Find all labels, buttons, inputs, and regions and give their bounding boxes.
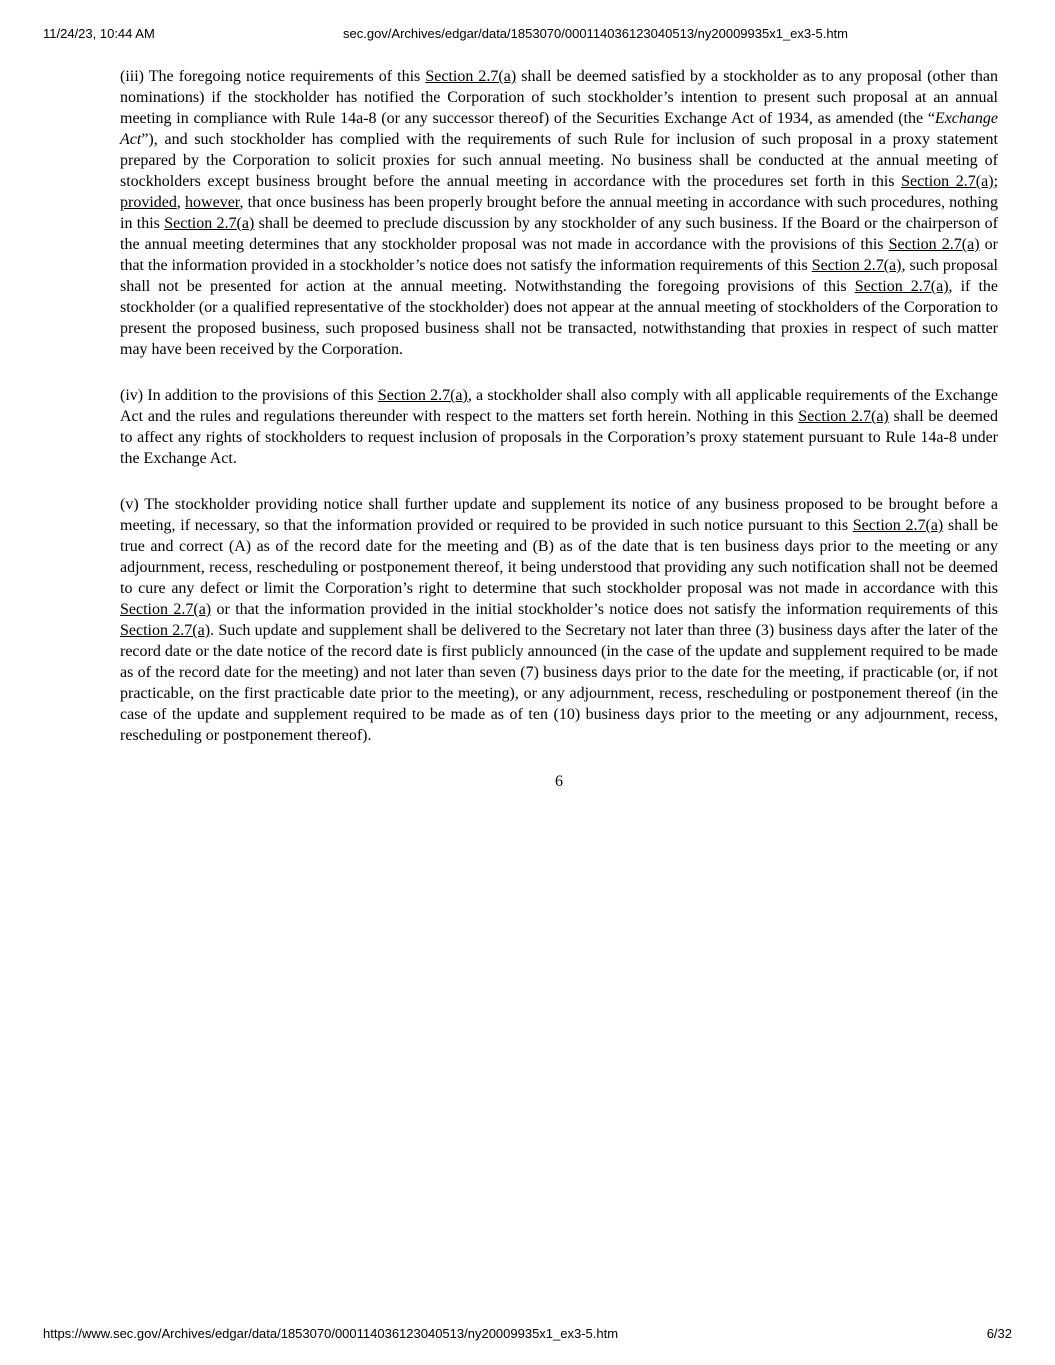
body-text-run: ”), and such stockholder has complied with the requirements of such Rule for inclusion of such proposal in a proxy statement prepared by the Corporation to solicit proxies for such annual meeting. No business shall be conducted at the annual meeting of stockholders except business brought before the annual meeting in accordance with the procedures set forth in this xyxy=(120,131,998,190)
print-footer-page-indicator: 6/32 xyxy=(986,1326,1012,1341)
section-reference: Section 2.7(a) xyxy=(120,601,212,618)
section-reference: Section 2.7(a) xyxy=(888,236,980,253)
paragraph-iv xyxy=(120,385,998,469)
section-reference: Section 2.7(a) xyxy=(798,408,889,425)
body-text-run: (iv) In addition to the provisions of this xyxy=(120,387,378,404)
document-page-number: 6 xyxy=(555,773,563,790)
section-reference: however xyxy=(185,194,240,211)
print-footer-url: https://www.sec.gov/Archives/edgar/data/1853070/000114036123040513/ny20009935x1_ex3-5.htm xyxy=(43,1326,619,1341)
paragraph-iii xyxy=(120,66,998,360)
body-text-run: , such proposal shall not be presented for action at the annual meeting. Notwithstanding the foregoing provisions of this xyxy=(120,257,999,295)
body-text-run: or that the information provided in a stockholder’s notice does not satisfy the information requirements of this xyxy=(120,236,999,274)
defined-term: Exchange Act xyxy=(120,110,998,148)
body-text-run: shall be true and correct (A) as of the record date for the meeting and (B) as of the date that is ten business days prior to the meeting or any adjournment, recess, rescheduling or postponement thereof, it being understood that providing any such notification shall not be deemed to cure any defect or limit the Corporation’s right to determine that such stockholder proposal was not made in accordance with this xyxy=(120,517,998,597)
section-reference: Section 2.7(a) xyxy=(854,278,949,295)
body-text-run: (v) The stockholder providing notice shall further update and supplement its notice of any business proposed to be brought before a meeting, if necessary, so that the information provided or required to be provided in such notice pursuant to this xyxy=(120,496,998,534)
section-reference: Section 2.7(a) xyxy=(377,387,468,404)
body-text-run: , if the stockholder (or a qualified representative of the stockholder) does not appear at the annual meeting of stockholders of the Corporation to present the proposed business, such proposed business shall not be transacted, notwithstanding that proxies in respect of such matter may have been received by the Corporation. xyxy=(120,278,999,358)
paragraph-v xyxy=(120,494,998,746)
body-text-run: , xyxy=(176,194,186,211)
body-text-run: , a stockholder shall also comply with all applicable requirements of the Exchange Act and the rules and regulations thereunder with respect to the matters set forth herein. Nothing in this xyxy=(120,387,999,425)
body-text-run: ; xyxy=(993,173,999,190)
section-reference: Section 2.7(a) xyxy=(811,257,902,274)
section-reference: provided xyxy=(120,194,177,211)
section-reference: Section 2.7(a) xyxy=(901,173,994,190)
section-reference: Section 2.7(a) xyxy=(120,622,211,639)
section-reference: Section 2.7(a) xyxy=(852,517,944,534)
body-text-run: or that the information provided in the initial stockholder’s notice does not satisfy the information requirements of this xyxy=(211,601,998,618)
print-header-document-title: sec.gov/Archives/edgar/data/1853070/000114036123040513/ny20009935x1_ex3-5.htm xyxy=(343,26,848,41)
section-reference: Section 2.7(a) xyxy=(164,215,255,232)
body-text-run: shall be deemed to affect any rights of stockholders to request inclusion of proposals in the Corporation’s proxy statement pursuant to Rule 14a-8 under the Exchange Act. xyxy=(120,408,999,467)
section-reference: Section 2.7(a) xyxy=(425,68,517,85)
print-header-datetime: 11/24/23, 10:44 AM xyxy=(43,26,155,41)
document-body xyxy=(120,66,998,792)
body-text-run: . Such update and supplement shall be delivered to the Secretary not later than three (3) business days after the later of the record date or the date notice of the record date is first publicly announced (in the case of the update and supplement required to be made as of the record date for the meeting) and not later than seven (7) business days prior to the date for the meeting, if practicable (or, if not practicable, on the first practicable date prior to the meeting), or any adjournment, recess, rescheduling or postponement thereof (in the case of the update and supplement required to be made as of ten (10) business days prior to the meeting or any adjournment, recess, rescheduling or postponement thereof). xyxy=(120,622,998,744)
body-text-run: , that once business has been properly brought before the annual meeting in accordance with such procedures, nothing in this xyxy=(120,194,999,232)
body-text-run: (iii) The foregoing notice requirements of this xyxy=(120,68,426,85)
body-text-run: shall be deemed to preclude discussion by any stockholder of any such business. If the Board or the chairperson of the annual meeting determines that any stockholder proposal was not made in accordance with the provisions of this xyxy=(120,215,998,253)
body-text-run: shall be deemed satisfied by a stockholder as to any proposal (other than nominations) if the stockholder has notified the Corporation of such stockholder’s intention to present such proposal at an annual meeting in compliance with Rule 14a-8 (or any successor thereof) of the Securities Exchange Act of 1934, as amended (the “ xyxy=(120,68,999,127)
